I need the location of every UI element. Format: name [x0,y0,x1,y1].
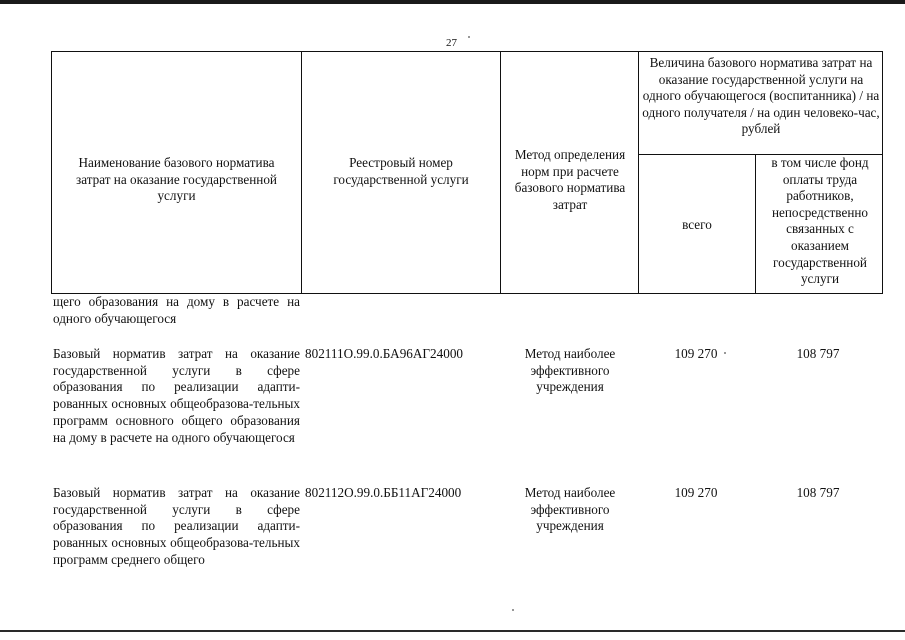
row-total: 109 270 [674,485,718,500]
row-registry-number: 802111О.99.0.БА96АГ24000 [305,346,464,361]
scan-bottom-edge [0,630,905,632]
column-divider [638,52,639,293]
row-name: Базовый норматив затрат на оказание государственной услуги в сфере образования по реализации адапти-рованных основных общеобразова-тельных программ среднего общего [53,485,300,567]
row-registry-number: 802112О.99.0.ББ11АГ24000 [305,485,462,500]
scan-speck [468,36,470,38]
scan-speck [512,609,514,611]
header-name-column: Наименование базового норматива затрат на оказание государственной услуги [76,155,277,204]
table-header [51,51,883,294]
subcolumn-divider [755,154,756,293]
header-method-column: Метод определения норм при расчете базового норматива затрат [514,147,626,212]
header-group-title: Величина базового норматива затрат на оказание государственной услуги на одного обучающегося (воспитанника) / на одного получателя / на один человеко-час, рублей [642,55,880,137]
column-divider [301,52,302,293]
row-fund: 108 797 [796,346,840,361]
row-fund: 108 797 [796,485,840,500]
continuation-text: щего образования на дому в расчете на одного обучающегося [53,294,300,326]
header-fund-column: в том числе фонд оплаты труда работников, непосредственно связанных с оказанием государственной услуги [771,155,869,287]
scan-top-edge [0,0,905,4]
header-total-column: всего [682,217,712,232]
row-method: Метод наиболее эффективного учреждения [524,346,616,395]
header-registry-column: Реестровый номер государственной услуги [333,155,469,187]
row-name: Базовый норматив затрат на оказание государственной услуги в сфере образования по реализации адапти-рованных основных общеобразова-тельных программ основного общего образования на дому в расчете на одного обучающегося [53,346,300,445]
scan-speck [724,352,726,354]
page-number: 27 [446,37,457,49]
column-divider [500,52,501,293]
row-method: Метод наиболее эффективного учреждения [524,485,616,534]
row-total: 109 270 [674,346,718,361]
